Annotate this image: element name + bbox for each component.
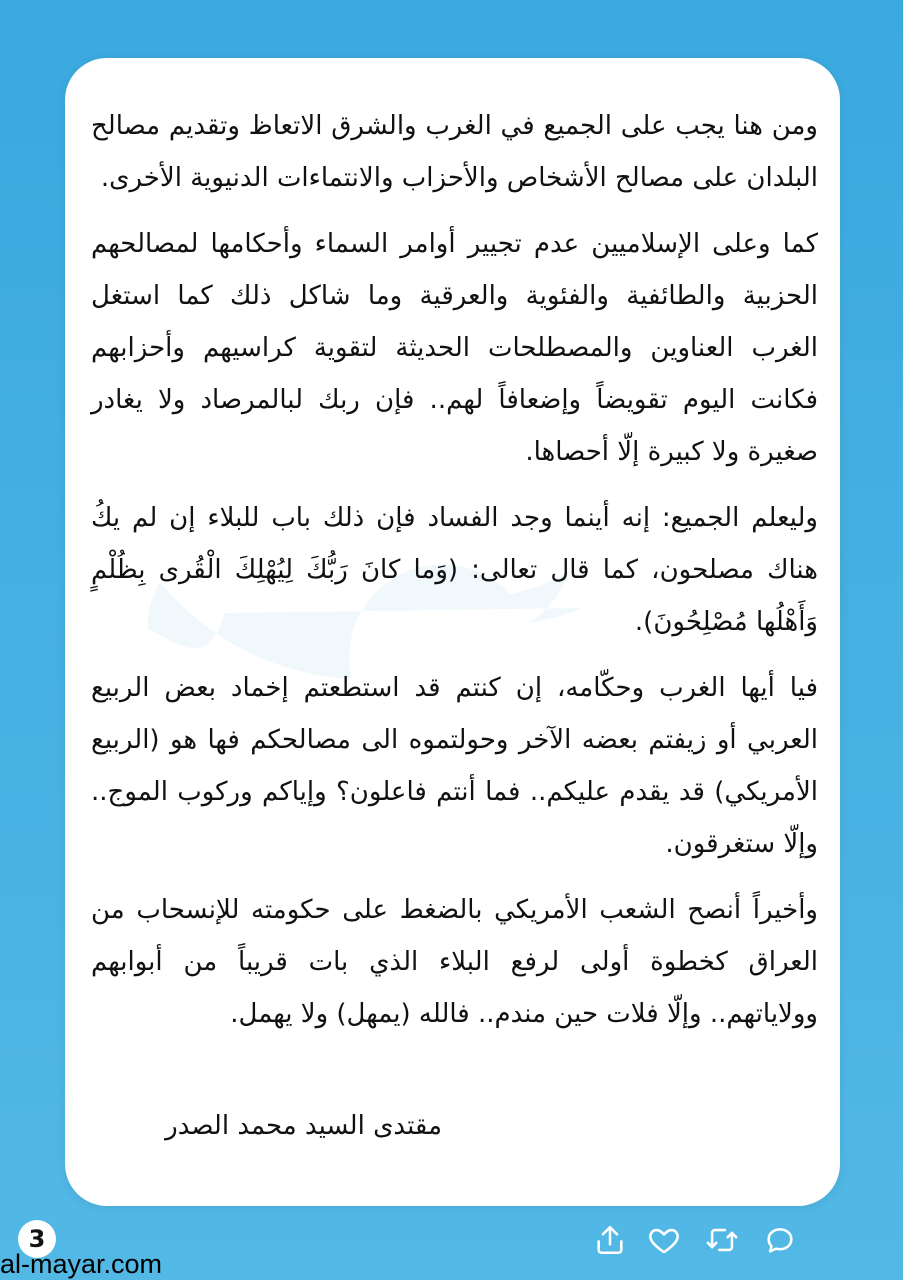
reply-button[interactable] <box>762 1222 798 1258</box>
post-card <box>65 58 840 1206</box>
heart-icon <box>647 1223 681 1257</box>
reply-icon <box>763 1223 797 1257</box>
retweet-button[interactable] <box>704 1222 740 1258</box>
paragraph-3: وليعلم الجميع: إنه أينما وجد الفساد فإن ذلك باب للبلاء إن لم يكُ هناك مصلحون، كما قال تعالى: (وَما كانَ رَبُّكَ لِيُهْلِكَ الْقُرى بِظُلْمٍ وَأَهْلُها مُصْلِحُونَ). <box>91 503 818 637</box>
paragraph-5: وأخيراً أنصح الشعب الأمريكي بالضغط على حكومته للإنسحاب من العراق كخطوة أولى لرفع البلاء الذي بات قريباً من أبوابهم وولاياتهم.. وإلّا فلات حين مندم.. فالله (يمهل) ولا يهمل. <box>91 895 818 1029</box>
paragraph-2: كما وعلى الإسلاميين عدم تجيير أوامر السماء وأحكامها لمصالحهم الحزبية والطائفية والفئوية والعرقية وما شاكل ذلك كما استغل الغرب العناوين والمصطلحات الحديثة لتقوية كراسيهم وأحزابهم فكانت اليوم تقويضاً وإضعافاً لهم.. فإن ربك لبالمرصاد ولا يغادر صغيرة ولا كبيرة إلّا أحصاها. <box>91 229 818 467</box>
page-number-badge: 3 <box>18 1220 56 1258</box>
share-icon <box>593 1223 627 1257</box>
statement-text <box>91 100 818 1054</box>
retweet-icon <box>705 1223 739 1257</box>
paragraph-1: ومن هنا يجب على الجميع في الغرب والشرق الاتعاظ وتقديم مصالح البلدان على مصالح الأشخاص والأحزاب والانتماءات الدنيوية الأخرى. <box>91 111 818 193</box>
signature: مقتدى السيد محمد الصدر <box>165 1111 442 1141</box>
site-watermark: al-mayar.com <box>0 1249 163 1279</box>
paragraph-4: فيا أيها الغرب وحكّامه، إن كنتم قد استطعتم إخماد بعض الربيع العربي أو زيفتم بعضه الآخر وحولتموه الى مصالحكم فها هو (الربيع الأمريكي) قد يقدم عليكم.. فما أنتم فاعلون؟ وإياكم وركوب الموج.. وإلّا ستغرقون. <box>91 673 818 859</box>
share-button[interactable] <box>592 1222 628 1258</box>
like-button[interactable] <box>646 1222 682 1258</box>
post-actions-bar <box>592 1222 812 1262</box>
